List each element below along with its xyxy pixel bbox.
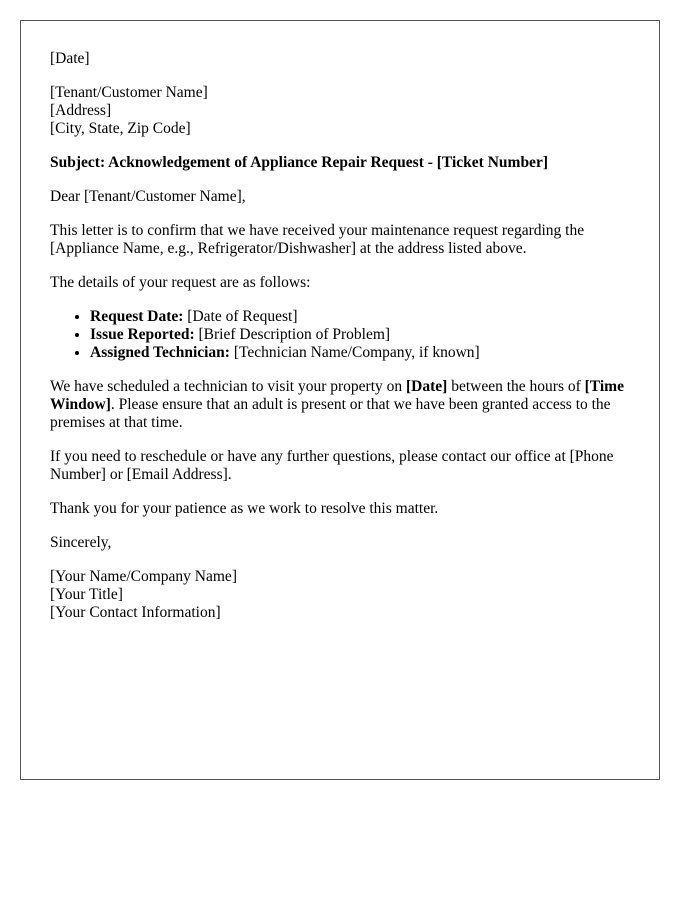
detail-value: [Technician Name/Company, if known] bbox=[229, 344, 480, 361]
schedule-time-window: [Time Window] bbox=[50, 378, 624, 413]
schedule-date: [Date] bbox=[406, 378, 448, 395]
letter-subject: Subject: Acknowledgement of Appliance Repair Request - [Ticket Number] bbox=[50, 154, 548, 171]
details-list bbox=[50, 308, 640, 362]
detail-label: Assigned Technician: bbox=[90, 344, 230, 361]
recipient-name: [Tenant/Customer Name] bbox=[50, 84, 208, 101]
schedule-paragraph bbox=[50, 378, 640, 432]
letter-date: [Date] bbox=[50, 50, 90, 67]
contact-paragraph: If you need to reschedule or have any further questions, please contact our office at [Phone Number] or [Email Address]. bbox=[50, 448, 614, 483]
detail-value: [Brief Description of Problem] bbox=[194, 326, 391, 343]
detail-item-request-date bbox=[90, 308, 640, 326]
signature-title: [Your Title] bbox=[50, 586, 123, 603]
signature-contact-info: [Your Contact Information] bbox=[50, 604, 221, 621]
letter-closing: Sincerely, bbox=[50, 534, 112, 551]
letter-intro: This letter is to confirm that we have received your maintenance request regarding the [Appliance Name, e.g., Refrigerator/Dishwasher] at the address listed above. bbox=[50, 222, 585, 257]
details-lead: The details of your request are as follows: bbox=[50, 274, 311, 291]
letter-page bbox=[20, 20, 660, 780]
detail-value: [Date of Request] bbox=[183, 308, 298, 325]
detail-label: Issue Reported: bbox=[90, 326, 195, 343]
recipient-block bbox=[50, 84, 640, 138]
detail-item-issue-reported bbox=[90, 326, 640, 344]
letter-salutation: Dear [Tenant/Customer Name], bbox=[50, 188, 246, 205]
thanks-paragraph: Thank you for your patience as we work to resolve this matter. bbox=[50, 500, 439, 517]
recipient-address: [Address] bbox=[50, 102, 112, 119]
schedule-text: . Please ensure that an adult is present or that we have been granted access to the premises at that time. bbox=[50, 396, 611, 431]
signature-name: [Your Name/Company Name] bbox=[50, 568, 237, 585]
detail-item-assigned-technician bbox=[90, 344, 640, 362]
recipient-city-state-zip: [City, State, Zip Code] bbox=[50, 120, 191, 137]
schedule-text: between the hours of bbox=[447, 378, 585, 395]
schedule-text: We have scheduled a technician to visit your property on bbox=[50, 378, 407, 395]
detail-label: Request Date: bbox=[90, 308, 184, 325]
signature-block bbox=[50, 568, 640, 622]
letter-content bbox=[50, 50, 640, 638]
